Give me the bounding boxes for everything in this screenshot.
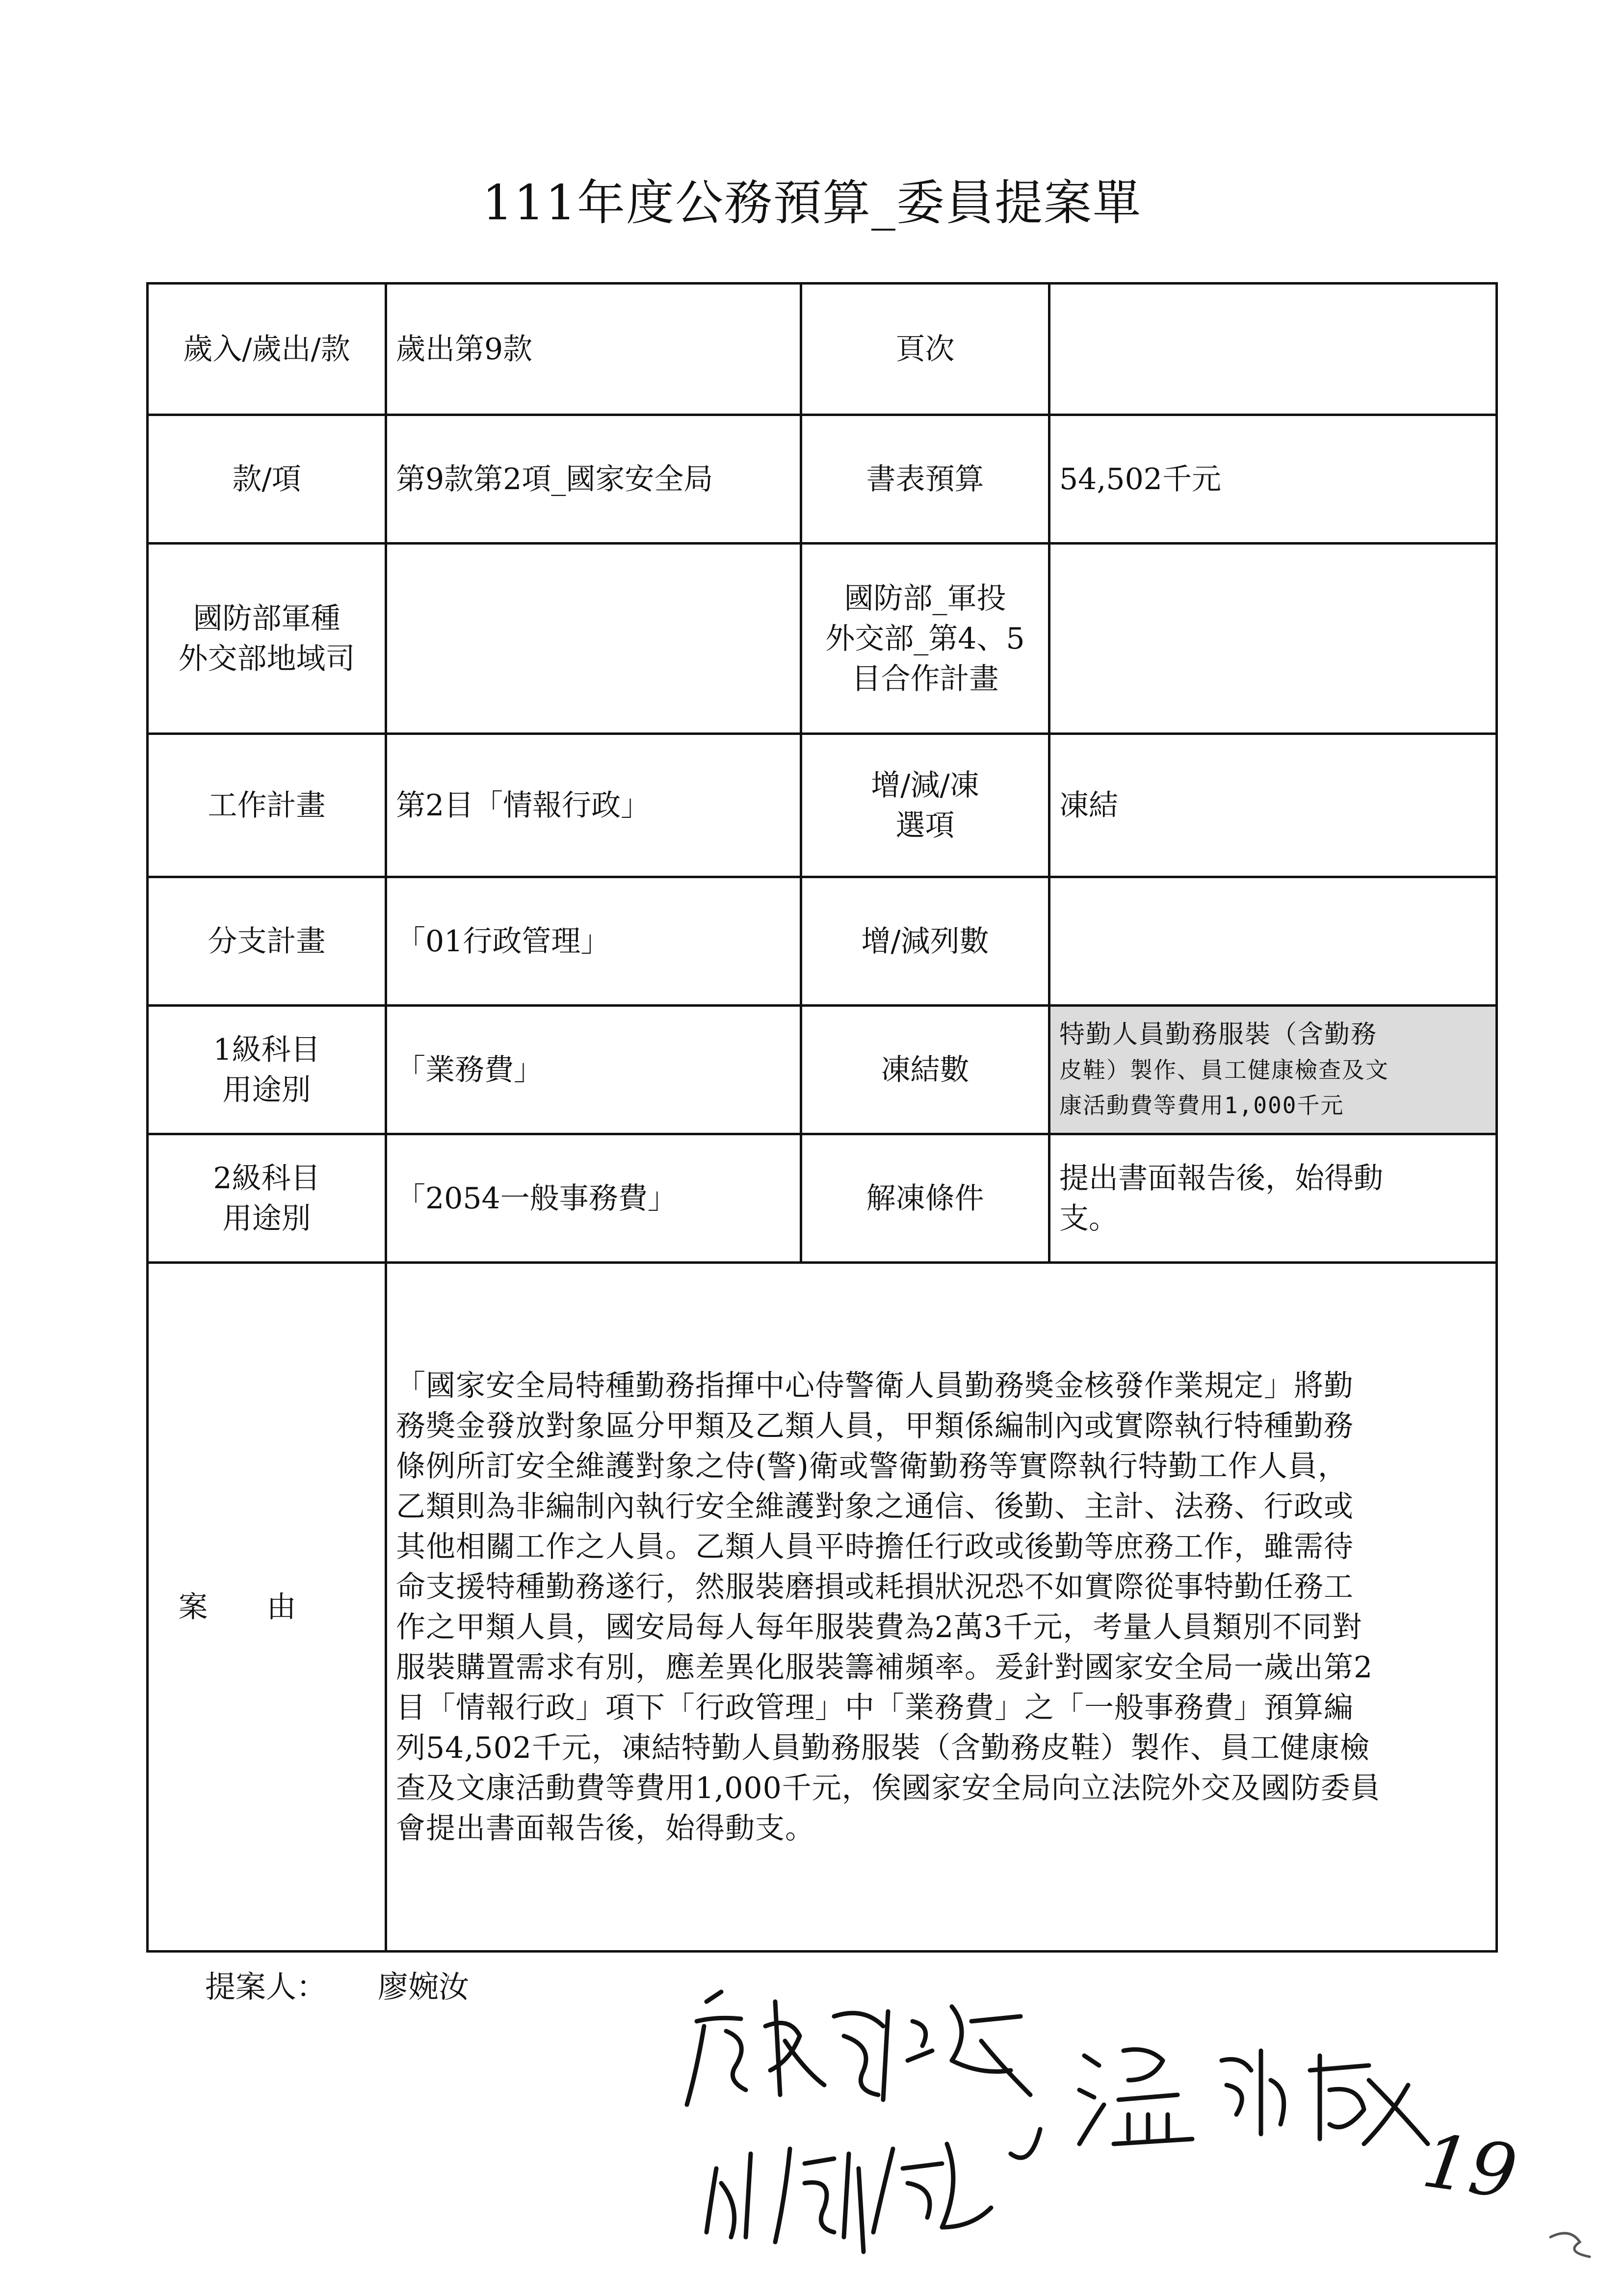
label-cooperation-plan-line1: 國防部_軍投: [844, 581, 1006, 616]
value-frozen-amount: [1049, 1006, 1497, 1134]
row-level1-subject: [148, 1006, 1497, 1134]
reason-line: 「國家安全局特種勤務指揮中心侍警衛人員勤務獎金核發作業規定」將勤: [396, 1368, 1354, 1403]
value-frozen-amount-line2: 皮鞋）製作、員工健康檢查及文: [1059, 1056, 1389, 1083]
label-frozen-amount: 凍結數: [801, 1006, 1049, 1134]
row-budget-type: [148, 284, 1497, 415]
reason-line: 務獎金發放對象區分甲類及乙類人員，甲類係編制內或實際執行特種勤務: [396, 1409, 1354, 1443]
reason-line: 列54,502千元，凍結特勤人員勤務服裝（含勤務皮鞋）製作、員工健康檢: [396, 1730, 1370, 1765]
corner-scribble-mark: [1545, 2218, 1604, 2267]
reason-line: 目「情報行政」項下「行政管理」中「業務費」之「一般事務費」預算編: [396, 1690, 1354, 1725]
value-unfreeze-condition-line2: 支。: [1059, 1201, 1118, 1236]
row-work-plan: [148, 734, 1497, 877]
label-budget-type: 歲入/歲出/款: [148, 284, 386, 415]
reason-line: 乙類則為非編制內執行安全維護對象之通信、後勤、主計、法務、行政或: [396, 1489, 1354, 1524]
signature-1: [677, 1972, 1060, 2119]
row-ministry: [148, 544, 1497, 734]
label-level1-subject: [148, 1006, 386, 1134]
value-frozen-amount-line3: 康活動費等費用1,000千元: [1059, 1092, 1344, 1119]
reason-line: 查及文康活動費等費用1,000千元，俟國家安全局向立法院外交及國防委員: [396, 1771, 1381, 1805]
signature-2: [1065, 2016, 1447, 2164]
label-cooperation-plan: [801, 544, 1049, 734]
value-adjust-amount: [1049, 877, 1497, 1006]
label-level2-subject: [148, 1134, 386, 1263]
label-work-plan: 工作計畫: [148, 734, 386, 877]
reason-line: 作之甲類人員，國安局每人每年服裝費為2萬3千元，考量人員類別不同對: [396, 1610, 1362, 1644]
label-reason: 案由: [148, 1263, 386, 1952]
label-ministry-branch-line2: 外交部地域司: [178, 641, 355, 676]
signature-3: [687, 2110, 1060, 2257]
reason-line: 服裝購置需求有別，應差異化服裝籌補頻率。爰針對國家安全局一歲出第2: [396, 1650, 1373, 1685]
page-number-handwritten: 19: [1417, 2118, 1522, 2216]
reason-line: 條例所訂安全維護對象之侍(警)衛或警衛勤務等實際執行特勤工作人員，: [396, 1449, 1348, 1484]
value-level2-subject: 「2054一般事務費」: [386, 1134, 801, 1263]
proposal-form-table: [146, 282, 1498, 1953]
value-unfreeze-condition-line1: 提出書面報告後，始得動: [1059, 1161, 1383, 1196]
label-level2-subject-line1: 2級科目: [213, 1161, 320, 1196]
label-adjust-amount: 增/減列數: [801, 877, 1049, 1006]
label-section: 款/項: [148, 415, 386, 544]
value-budget-type: 歲出第9款: [386, 284, 801, 415]
label-adjust-option-line1: 增/減/凍: [871, 768, 979, 803]
label-budget-amount: 書表預算: [801, 415, 1049, 544]
label-level1-subject-line2: 用途別: [222, 1072, 311, 1107]
value-branch-plan: 「01行政管理」: [386, 877, 801, 1006]
label-adjust-option-line2: 選項: [895, 808, 955, 843]
label-cooperation-plan-line2: 外交部_第4、5: [825, 621, 1025, 656]
row-reason: [148, 1263, 1497, 1952]
value-level1-subject: 「業務費」: [386, 1006, 801, 1134]
label-level2-subject-line2: 用途別: [222, 1201, 311, 1236]
value-work-plan: 第2目「情報行政」: [386, 734, 801, 877]
reason-line: 命支援特種勤務遂行，然服裝磨損或耗損狀況恐不如實際從事特勤任務工: [396, 1569, 1354, 1604]
label-ministry-branch: [148, 544, 386, 734]
row-level2-subject: [148, 1134, 1497, 1263]
label-ministry-branch-line1: 國防部軍種: [193, 601, 341, 636]
label-level1-subject-line1: 1級科目: [213, 1032, 320, 1067]
value-section: 第9款第2項_國家安全局: [386, 415, 801, 544]
label-unfreeze-condition: 解凍條件: [801, 1134, 1049, 1263]
label-adjust-option: [801, 734, 1049, 877]
label-page-no: 頁次: [801, 284, 1049, 415]
value-ministry-branch: [386, 544, 801, 734]
proposer-label: 提案人：: [205, 1969, 327, 2005]
value-unfreeze-condition: [1049, 1134, 1497, 1263]
reason-line: 其他相關工作之人員。乙類人員平時擔任行政或後勤等庶務工作，雖需待: [396, 1529, 1354, 1564]
label-cooperation-plan-line3: 目合作計畫: [851, 661, 999, 696]
proposer-name: 廖婉汝: [378, 1969, 470, 2005]
value-budget-amount: 54,502千元: [1049, 415, 1497, 544]
value-frozen-amount-line1: 特勤人員勤務服裝（含勤務: [1059, 1019, 1378, 1049]
row-branch-plan: [148, 877, 1497, 1006]
value-cooperation-plan: [1049, 544, 1497, 734]
reason-line: 會提出書面報告後，始得動支。: [396, 1811, 815, 1846]
form-title: 111年度公務預算_委員提案單: [482, 175, 1142, 231]
value-page-no: [1049, 284, 1497, 415]
row-section: [148, 415, 1497, 544]
reason-text: [386, 1263, 1497, 1952]
value-adjust-option: 凍結: [1049, 734, 1497, 877]
label-branch-plan: 分支計畫: [148, 877, 386, 1006]
